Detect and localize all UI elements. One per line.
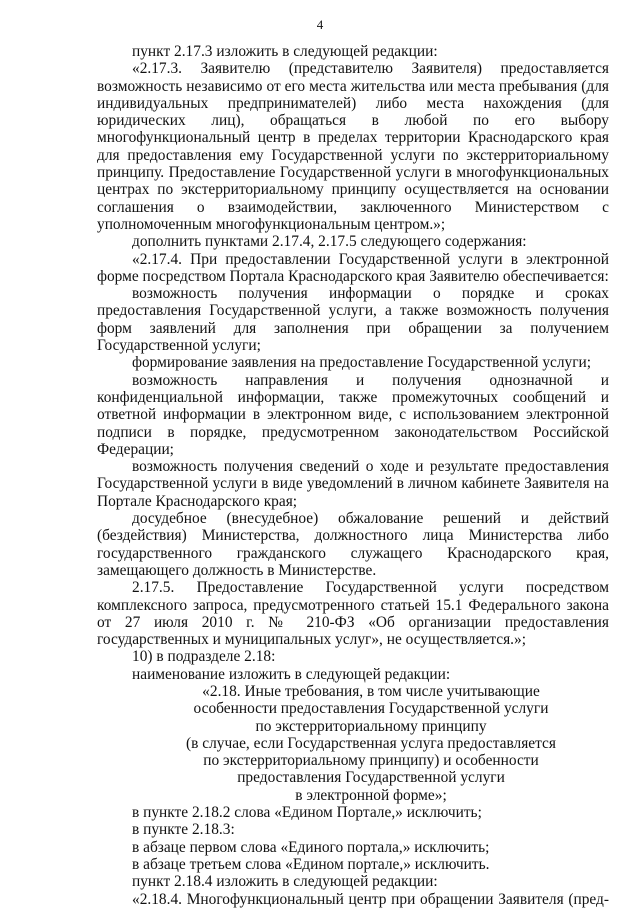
paragraph-electronic-exchange: возможность направления и получения однозначной и конфиденциальной информации, также промежуточных сообщений и ответной информации в электронном виде, с использованием электронной подписи в порядке, предусмотренном законодательством Российской Федерации; bbox=[97, 371, 609, 458]
document-body bbox=[97, 43, 609, 908]
paragraph-add-2-17-4-5: дополнить пунктами 2.17.4, 2.17.5 следующего содержания: bbox=[132, 233, 527, 251]
page-number: 4 bbox=[316, 17, 324, 32]
paragraph-amend-2-17-3: пункт 2.17.3 изложить в следующей редакции: bbox=[132, 43, 438, 60]
paragraph-amend-2-18-4: пункт 2.18.4 изложить в следующей редакции: bbox=[132, 873, 438, 891]
paragraph-2-17-3-text: «2.17.3. Заявителю (представителю Заявителя) предоставляется возможность независимо от его места жительства или места пребывания (для индивидуальных предпринимателей) либо места нахождения (для юридических лиц), обращаться в любой по его выбору многофункциональный центр в пределах территории Краснодарского края для предоставления ему Государственной услуги по экстерриториальному принципу. Предоставление Государственной услуги в многофункциональных центрах по экстерриториальному принципу осуществляется на основании соглашения о взаимодействии, заключенного Министерством с уполномоченным многофункциональным центром.»; bbox=[97, 60, 609, 233]
paragraph-pretrial-appeal: досудебное (внесудебное) обжалование решений и действий (бездействия) Министерства, должностного лица Министерства либо государственного гражданского служащего Краснодарского края, замещающего должность в Министерстве. bbox=[97, 510, 609, 579]
title-line: (в случае, если Государственная услуга предоставляется bbox=[186, 734, 556, 752]
paragraph-subsection-2-18: 10) в подразделе 2.18: bbox=[132, 648, 276, 666]
paragraph-2-18-2: в пункте 2.18.2 слова «Едином Портале,» исключить; bbox=[132, 804, 482, 822]
paragraph-2-17-4-text: «2.17.4. При предоставлении Государственной услуги в электронной форме посредством Портала Краснодарского края Заявителю обеспечивается: bbox=[97, 250, 609, 285]
title-line: особенности предоставления Государственной услуги bbox=[193, 700, 549, 718]
title-line: предоставления Государственной услуги bbox=[237, 769, 505, 787]
title-line: в электронной форме»; bbox=[295, 786, 447, 804]
title-line: «2.18. Иные требования, в том числе учитывающие bbox=[202, 682, 540, 700]
title-line: по экстерриториальному принципу) и особенности bbox=[203, 752, 539, 770]
section-title-2-18 bbox=[97, 683, 609, 804]
paragraph-abzac-first: в абзаце первом слова «Единого портала,» исключить; bbox=[132, 838, 490, 856]
paragraph-abzac-third: в абзаце третьем слова «Едином портале,» исключить. bbox=[132, 855, 490, 873]
paragraph-2-18-4-text: «2.18.4. Многофункциональный центр при обращении Заявителя (пред- bbox=[132, 890, 609, 908]
paragraph-form-application: формирование заявления на предоставление Государственной услуги; bbox=[132, 354, 592, 372]
paragraph-info-access: возможность получения информации о порядке и сроках предоставления Государственной услуги, а также возможность получения форм заявлений для заполнения при обращении за получением Государственной услуги; bbox=[97, 285, 609, 355]
paragraph-2-17-5-text: 2.17.5. Предоставление Государственной услуги посредством комплексного запроса, предусмотренного статьей 15.1 Федерального закона от 27 июля 2010 г. № 210-ФЗ «Об организации предоставления государственных и муниципальных услуг», не осуществляется.»; bbox=[97, 579, 609, 649]
paragraph-status-notifications: возможность получения сведений о ходе и результате предоставления Государственной услуги в виде уведомлений в личном кабинете Заявителя на Портале Краснодарского края; bbox=[97, 458, 609, 510]
title-line: по экстерриториальному принципу bbox=[255, 717, 487, 735]
paragraph-2-18-3: в пункте 2.18.3: bbox=[132, 821, 235, 839]
paragraph-name-amend: наименование изложить в следующей редакции: bbox=[132, 665, 451, 683]
